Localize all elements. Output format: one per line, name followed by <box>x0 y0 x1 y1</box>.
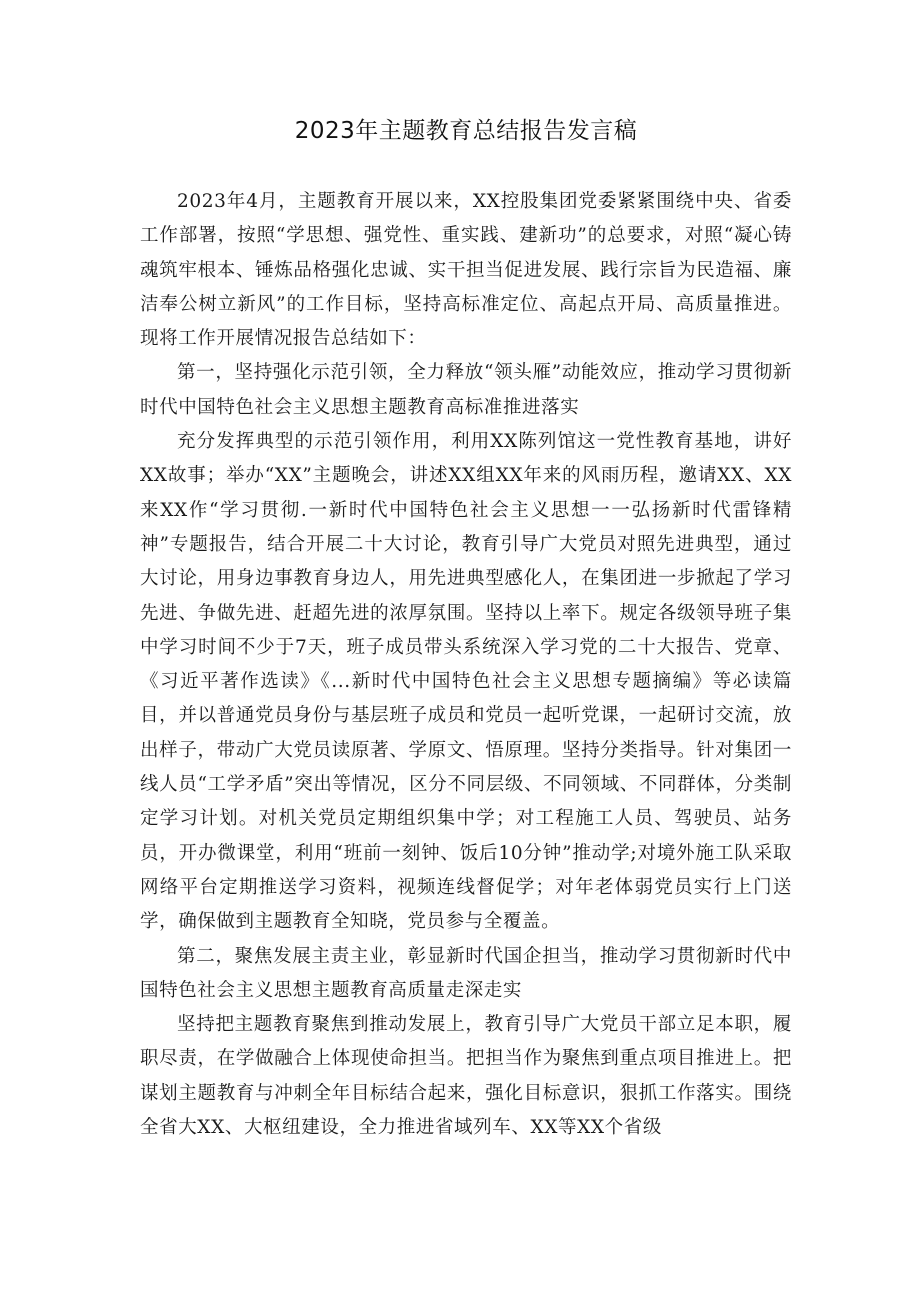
paragraph-first-body: 充分发挥典型的示范引领作用，利用XX陈列馆这一党性教育基地，讲好XX故事；举办“XX”主题晚会，讲述XX组XX年来的风雨历程，邀请XX、XX来XX作“学习贯彻.一新时代中国特色社会主义思想一一弘扬新时代雷锋精神”专题报告，结合开展二十大讨论，教育引导广大党员对照先进典型，通过大讨论，用身边事教育身边人，用先进典型感化人，在集团进一步掀起了学习先进、争做先进、赶超先进的浓厚氛围。坚持以上率下。规定各级领导班子集中学习时间不少于7天，班子成员带头系统深入学习党的二十大报告、党章、《习近平著作选读》《...新时代中国特色社会主义思想专题摘编》等必读篇目，并以普通党员身份与基层班子成员和党员一起听党课，一起研讨交流，放出样子，带动广大党员读原著、学原文、悟原理。坚持分类指导。针对集团一线人员“工学矛盾”突出等情况，区分不同层级、不同领域、不同群体，分类制定学习计划。对机关党员定期组织集中学；对工程施工人员、驾驶员、站务员，开办微课堂，利用“班前一刻钟、饭后10分钟”推动学;对境外施工队采取网络平台定期推送学习资料，视频连线督促学；对年老体弱党员实行上门送学，确保做到主题教育全知晓，党员参与全覆盖。 <box>140 431 792 933</box>
section-heading-second: 第二，聚焦发展主责主业，彰显新时代国企担当，推动学习贯彻新时代中国特色社会主义思想主题教育高质量走深走实 <box>140 945 792 1001</box>
document-title: 2023年主题教育总结报告发言稿 <box>294 118 638 144</box>
paragraph-intro: 2023年4月，主题教育开展以来，XX控股集团党委紧紧围绕中央、省委工作部署，按照“学思想、强党性、重实践、建新功”的总要求，对照“凝心铸魂筑牢根本、锤炼品格强化忠诚、实干担当促进发展、践行宗旨为民造福、廉洁奉公树立新风”的工作目标，坚持高标准定位、高起点开局、高质量推进。现将工作开展情况报告总结如下： <box>140 191 792 350</box>
section-heading-first: 第一，坚持强化示范引领，全力释放“领头雁”动能效应，推动学习贯彻新时代中国特色社会主义思想主题教育高标准推进落实 <box>140 362 792 418</box>
paragraph-second-body: 坚持把主题教育聚焦到推动发展上，教育引导广大党员干部立足本职，履职尽责，在学做融合上体现使命担当。把担当作为聚焦到重点项目推进上。把谋划主题教育与冲刺全年目标结合起来，强化目标意识，狠抓工作落实。围绕全省大XX、大枢纽建设，全力推进省域列车、XX等XX个省级 <box>140 1014 792 1139</box>
